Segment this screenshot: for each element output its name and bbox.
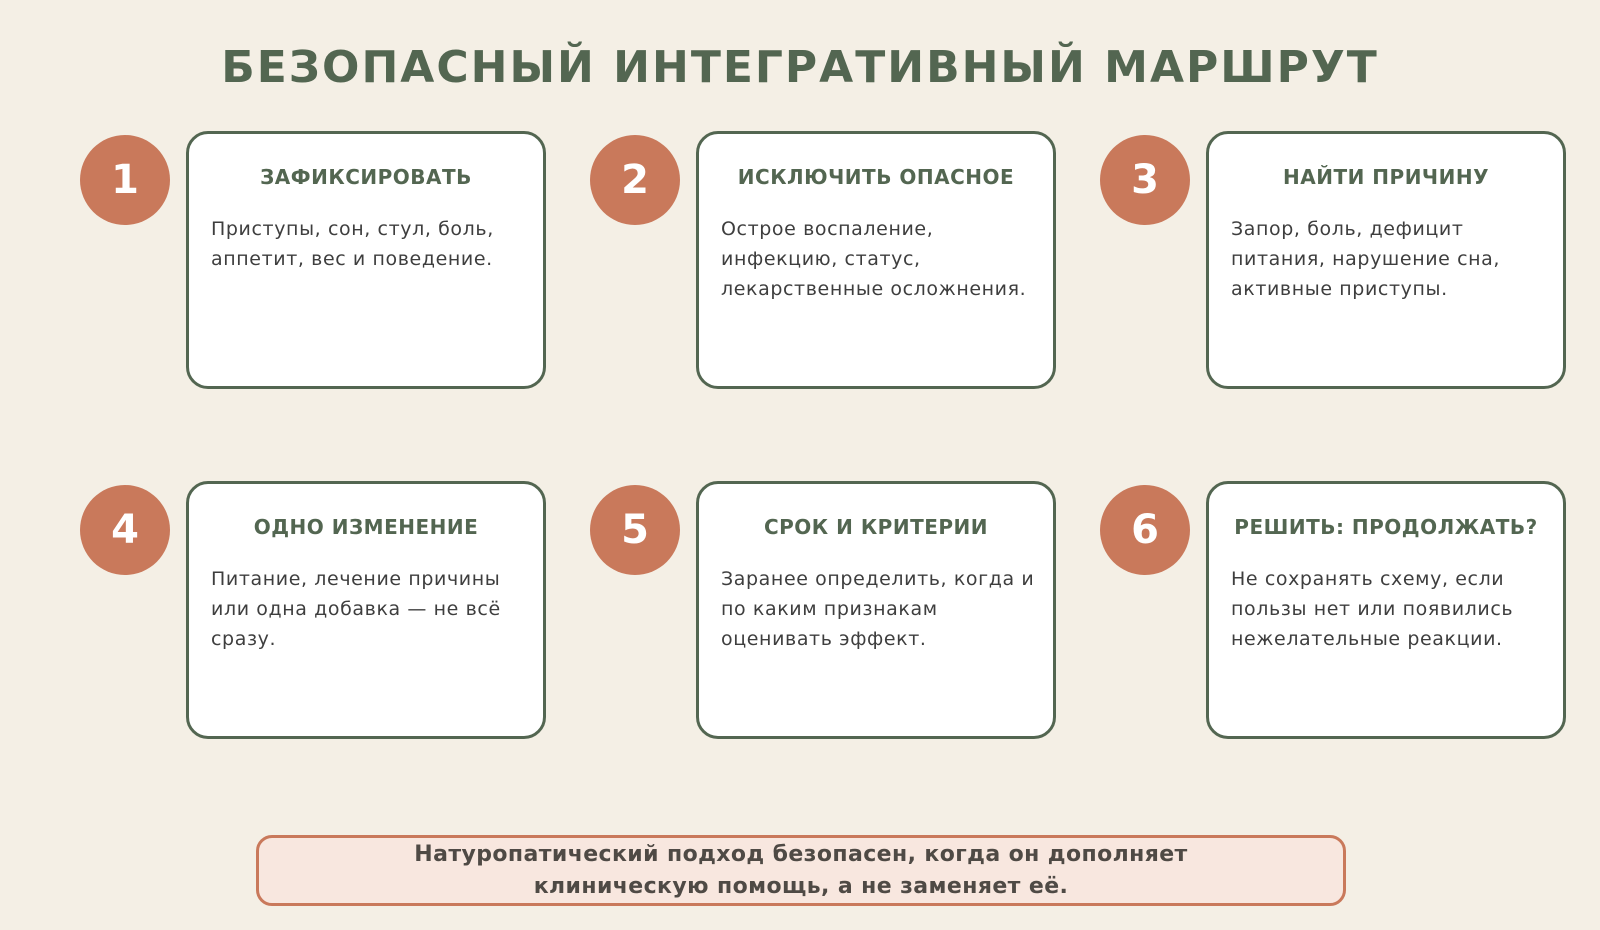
step-text: Не сохранять схему, если пользы нет или появились нежелательные реакции. bbox=[1231, 568, 1514, 650]
step-text: Острое воспаление, инфекцию, статус, лекарственные осложнения. bbox=[721, 218, 1027, 300]
step-heading: СРОК И КРИТЕРИИ bbox=[763, 515, 989, 539]
step-heading: ИСКЛЮЧИТЬ ОПАСНОЕ bbox=[737, 165, 1015, 189]
step-number-2: 2 bbox=[590, 135, 680, 225]
note-text: Натуропатический подход безопасен, когда он дополняет клиническую помощь, а не заменяет её. bbox=[414, 841, 1188, 899]
step-number-6: 6 bbox=[1100, 485, 1190, 575]
step-text: Питание, лечение причины или одна добавка — не всё сразу. bbox=[211, 568, 501, 650]
step-card-2 bbox=[696, 131, 1056, 389]
step-card-5 bbox=[696, 481, 1056, 739]
step-number-1: 1 bbox=[80, 135, 170, 225]
step-number-4: 4 bbox=[80, 485, 170, 575]
step-text: Запор, боль, дефицит питания, нарушение сна, активные приступы. bbox=[1231, 218, 1501, 300]
step-number-5: 5 bbox=[590, 485, 680, 575]
step-card-1 bbox=[186, 131, 546, 389]
step-card-3 bbox=[1206, 131, 1566, 389]
step-heading: РЕШИТЬ: ПРОДОЛЖАТЬ? bbox=[1234, 515, 1538, 539]
step-text: Приступы, сон, стул, боль, аппетит, вес и поведение. bbox=[211, 218, 494, 270]
note-box bbox=[256, 835, 1346, 906]
page-title: БЕЗОПАСНЫЙ ИНТЕГРАТИВНЫЙ МАРШРУТ bbox=[221, 42, 1379, 93]
step-text: Заранее определить, когда и по каким признакам оценивать эффект. bbox=[721, 568, 1035, 650]
step-heading: ЗАФИКСИРОВАТЬ bbox=[260, 165, 472, 189]
step-card-4 bbox=[186, 481, 546, 739]
step-card-6 bbox=[1206, 481, 1566, 739]
step-heading: ОДНО ИЗМЕНЕНИЕ bbox=[253, 515, 479, 539]
step-number-3: 3 bbox=[1100, 135, 1190, 225]
step-heading: НАЙТИ ПРИЧИНУ bbox=[1283, 165, 1489, 189]
